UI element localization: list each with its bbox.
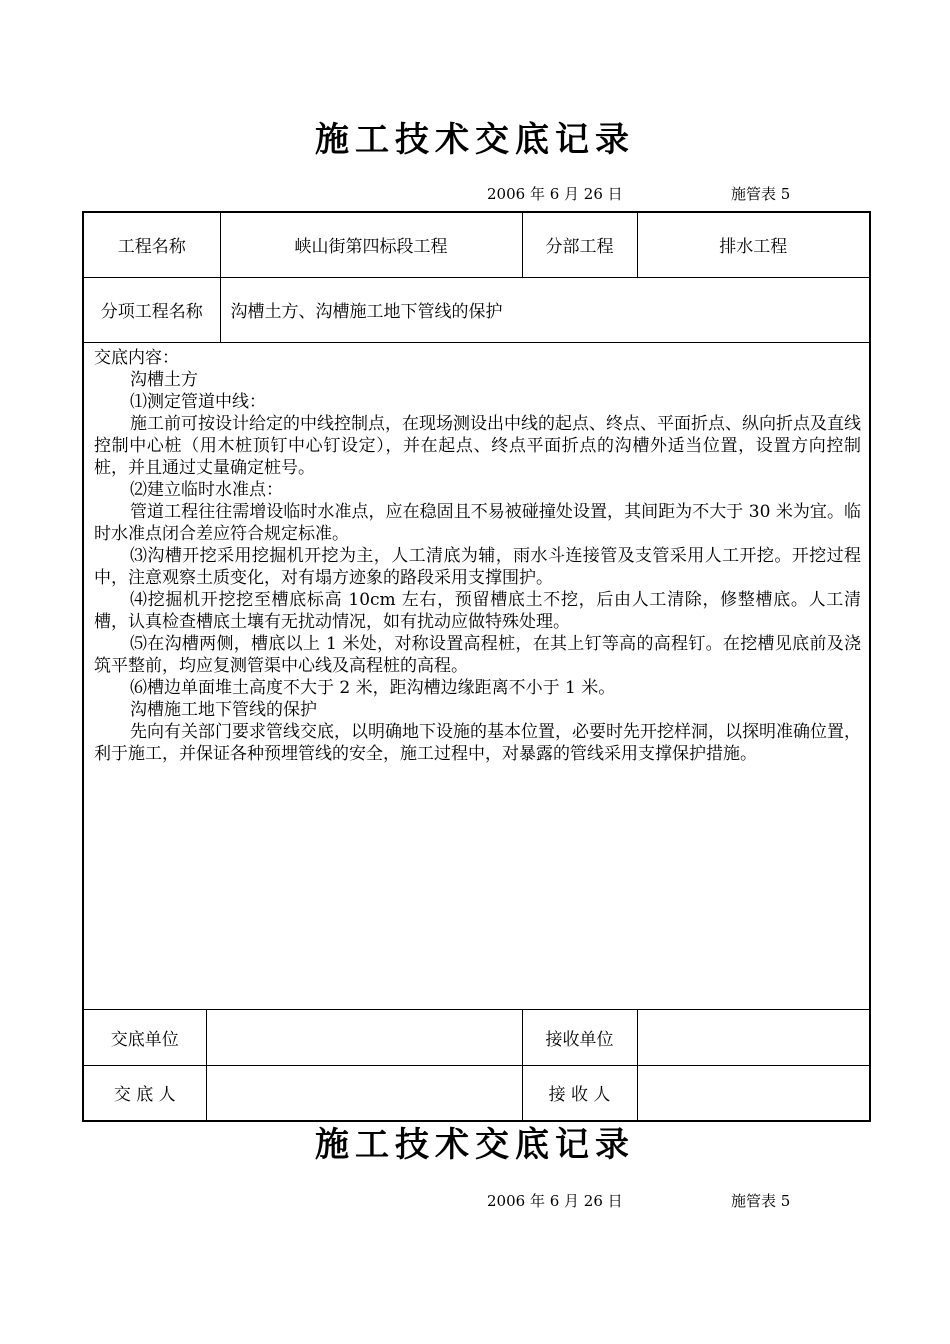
content-paragraph: ⑷挖掘机开挖挖至槽底标高 10cm 左右，预留槽底土不挖，后由人工清除，修整槽底。人工清槽，认真检查槽底土壤有无扰动情况，如有扰动应做特殊处理。: [94, 589, 861, 632]
content-paragraph: 施工前可按设计给定的中线控制点，在现场测设出中线的起点、终点、平面折点、纵向折点及直线控制中心桩（用木桩顶钉中心钉设定），并在起点、终点平面折点的沟槽外适当位置，设置方向控制桩，并且通过丈量确定桩号。: [94, 413, 861, 478]
receiver-value: [637, 1065, 870, 1121]
project-name-label: 工程名称: [83, 212, 220, 277]
content-paragraph: ⑹槽边单面堆土高度不大于 2 米，距沟槽边缘距离不小于 1 米。: [130, 677, 616, 698]
record-date: 2006 年 6 月 26 日: [487, 185, 623, 203]
unit-row: [83, 1009, 870, 1065]
footer-title: 施工技术交底记录: [315, 1125, 635, 1165]
subitem-label: 分项工程名称: [83, 277, 220, 342]
handover-unit-value: [206, 1009, 522, 1065]
receiving-unit-label: 接收单位: [522, 1009, 637, 1065]
footer-date: 2006 年 6 月 26 日: [487, 1192, 623, 1210]
content-cell: [83, 342, 870, 1009]
content-paragraph: ⑶沟槽开挖采用挖掘机开挖为主，人工清底为辅，雨水斗连接管及支管采用人工开挖。开挖过程中，注意观察土质变化，对有塌方迹象的路段采用支撑围护。: [94, 545, 861, 588]
project-name-value: 峡山街第四标段工程: [220, 212, 522, 277]
handover-person-label: 交 底 人: [83, 1065, 206, 1121]
content-paragraph: 沟槽土方: [130, 369, 198, 390]
content-heading: 交底内容：: [94, 347, 179, 368]
content-paragraph: 管道工程往往需增设临时水准点，应在稳固且不易被碰撞处设置，其间距为不大于 30 米为宜。临时水准点闭合差应符合规定标准。: [94, 501, 861, 544]
receiving-unit-value: [637, 1009, 870, 1065]
project-row: [83, 212, 870, 277]
division-value: 排水工程: [637, 212, 870, 277]
receiver-label: 接 收 人: [522, 1065, 637, 1121]
handover-unit-label: 交底单位: [83, 1009, 206, 1065]
content-paragraph: 沟槽施工地下管线的保护: [130, 699, 317, 720]
content-paragraph: ⑸在沟槽两侧，槽底以上 1 米处，对称设置高程桩，在其上钉等高的高程钉。在挖槽见底前及浇筑平整前，均应复测管渠中心线及高程桩的高程。: [94, 633, 861, 676]
handover-person-value: [206, 1065, 522, 1121]
subitem-value: 沟槽土方、沟槽施工地下管线的保护: [220, 277, 870, 342]
content-row: [83, 342, 870, 1009]
content-paragraph: ⑴测定管道中线：: [130, 391, 266, 412]
content-paragraph: 先向有关部门要求管线交底，以明确地下设施的基本位置，必要时先开挖样洞，以探明准确位置，利于施工，并保证各种预埋管线的安全，施工过程中，对暴露的管线采用支撑保护措施。: [94, 721, 861, 764]
form-code: 施管表 5: [731, 185, 791, 203]
content-paragraph: ⑵建立临时水准点：: [130, 479, 283, 500]
person-row: [83, 1065, 870, 1121]
division-label: 分部工程: [522, 212, 637, 277]
page-title: 施工技术交底记录: [315, 120, 635, 160]
record-table: [82, 211, 871, 1122]
subitem-row: [83, 277, 870, 342]
footer-form-code: 施管表 5: [731, 1192, 791, 1210]
